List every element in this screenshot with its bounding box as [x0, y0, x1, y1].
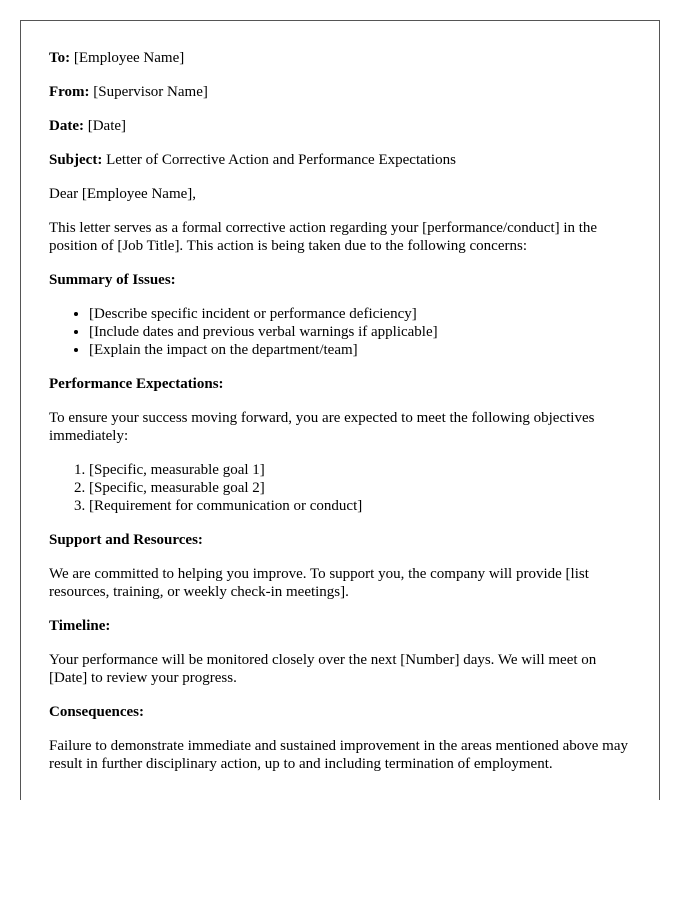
list-item: 2. [Specific, measurable goal 2]: [89, 479, 630, 497]
expectations-intro: To ensure your success moving forward, you are expected to meet the following objectives immediately:: [49, 410, 595, 444]
to-line: [49, 49, 630, 67]
to-label: To:: [49, 50, 71, 66]
support-paragraph: We are committed to helping you improve. To support you, the company will provide [list resources, training, or weekly check-in meetings].: [49, 566, 589, 600]
list-item: 1. [Specific, measurable goal 1]: [89, 461, 630, 479]
support-heading: Support and Resources:: [49, 532, 203, 548]
timeline-heading: Timeline:: [49, 618, 111, 634]
date-value: [Date]: [83, 118, 127, 134]
consequences-paragraph: Failure to demonstrate immediate and sustained improvement in the areas mentioned above may result in further disciplinary action, up to and including termination of employment.: [49, 738, 628, 772]
from-line: [49, 83, 630, 101]
expectations-list: [49, 461, 630, 515]
timeline-paragraph: Your performance will be monitored closely over the next [Number] days. We will meet on [Date] to review your progress.: [49, 652, 597, 686]
issues-list: [49, 305, 630, 359]
list-item: • [Describe specific incident or performance deficiency]: [89, 305, 630, 323]
list-item: • [Include dates and previous verbal warnings if applicable]: [89, 323, 630, 341]
date-label: Date:: [49, 118, 84, 134]
intro-paragraph: This letter serves as a formal corrective action regarding your [performance/conduct] in the position of [Job Title]. This action is being taken due to the following concerns:: [49, 220, 598, 254]
letter-document: [20, 20, 660, 800]
from-label: From:: [49, 84, 90, 100]
consequences-heading: Consequences:: [49, 704, 145, 720]
list-item: • [Explain the impact on the department/team]: [89, 341, 630, 359]
from-value: [Supervisor Name]: [89, 84, 208, 100]
salutation: Dear [Employee Name],: [49, 186, 197, 202]
date-line: [49, 117, 630, 135]
subject-line: [49, 151, 630, 169]
subject-label: Subject:: [49, 152, 103, 168]
to-value: [Employee Name]: [70, 50, 185, 66]
list-item: 3. [Requirement for communication or conduct]: [89, 497, 630, 515]
expectations-heading: Performance Expectations:: [49, 376, 224, 392]
issues-heading: Summary of Issues:: [49, 272, 176, 288]
subject-value: Letter of Corrective Action and Performance Expectations: [102, 152, 456, 168]
